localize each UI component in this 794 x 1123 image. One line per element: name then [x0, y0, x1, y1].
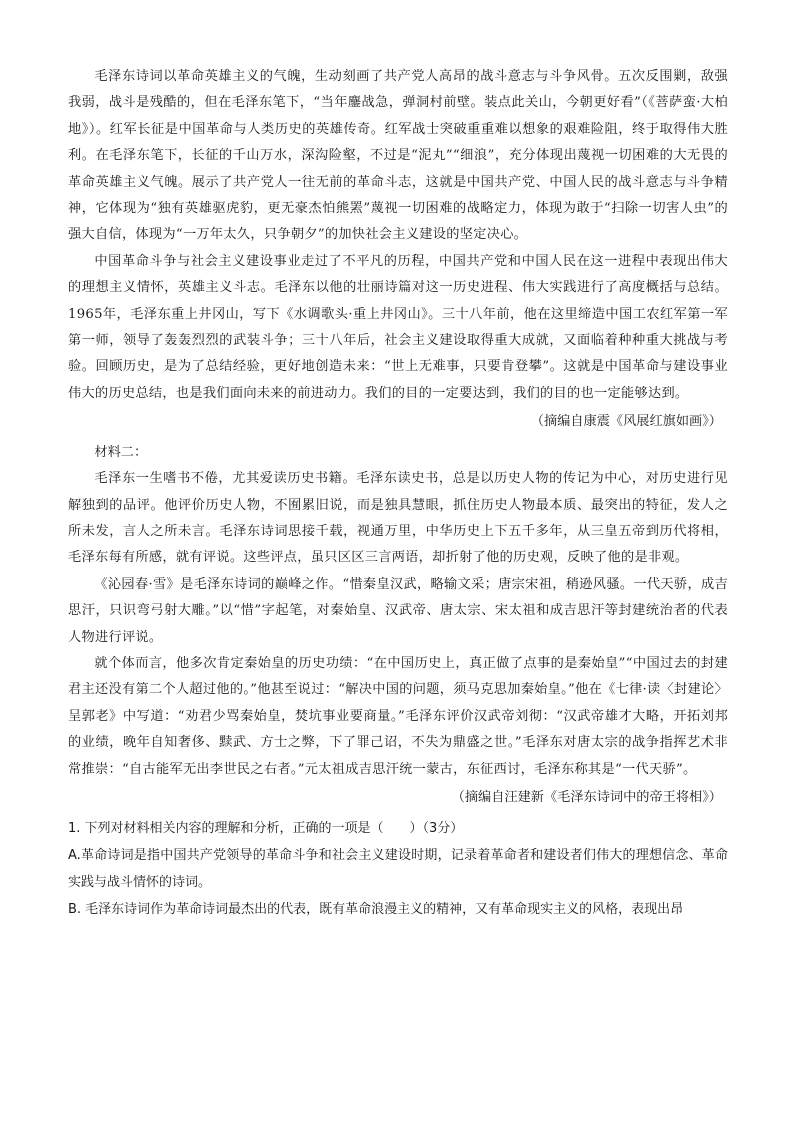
material2-paragraph-3: 就个体而言，他多次肯定秦始皇的历史功绩：“在中国历史上，真正做了点事的是秦始皇”“中国过去的封建君主还没有第二个人超过他的。”他甚至说过：“解决中国的问题，须马克思加秦始皇。”他在《七律·读〈封建论〉呈郭老》中写道：“劝君少骂秦始皇，焚坑事业要商量。”毛泽东评价汉武帝刘彻：“汉武帝雄才大略，开拓刘邦的业绩，晚年自知奢侈、黩武、方士之弊，下了罪己诏，不失为鼎盛之世。”毛泽东对唐太宗的战争指挥艺术非常推崇：“自古能军无出李世民之右者。”元太祖成吉思汗统一蒙古，东征西讨，毛泽东称其是“一代天骄”。	[68, 655, 728, 777]
material2-paragraph-1: 毛泽东一生嗜书不倦，尤其爱读历史书籍。毛泽东读史书，总是以历史人物的传记为中心，对历史进行见解独到的品评。他评价历史人物，不囿累旧说，而是独具慧眼，抓住历史人物最本质、最突出的特征，发人之所未发，言人之所未言。毛泽东诗词思接千载，视通万里，中华历史上下五千多年，从三皇五帝到历代将相，毛泽东每有所感，就有评说。这些评点，虽只区区三言两语，却折射了他的历史观，反映了他的是非观。	[68, 471, 728, 566]
material2-heading: 材料二：	[94, 444, 148, 460]
question-1-stem: 1. 下列对材料相关内容的理解和分析，正确的一项是（ ）（3分）	[68, 821, 464, 837]
material1-paragraph-2: 中国革命斗争与社会主义建设事业走过了不平凡的历程，中国共产党和中国人民在这一进程中表现出伟大的理想主义情怀，英雄主义斗志。毛泽东以他的壮丽诗篇对这一历史进程、伟大实践进行了高度概括与总结。1965年，毛泽东重上井冈山，写下《水调歌头·重上井冈山》。三十八年前，他在这里缔造中国工农红军第一军第一师，领导了轰轰烈烈的武装斗争；三十八年后，社会主义建设取得重大成就，又面临着种种重大挑战与考验。回顾历史，是为了总结经验，更好地创造未来：“世上无难事，只要肯登攀”。这就是中国革命与建设事业伟大的历史总结，也是我们面向未来的前进动力。我们的目的一定要达到，我们的目的也一定能够达到。	[68, 253, 728, 401]
material1-paragraph-1: 毛泽东诗词以革命英雄主义的气魄，生动刻画了共产党人高昂的战斗意志与斗争风骨。五次反围剿，敌强我弱，战斗是残酷的，但在毛泽东笔下，“当年鏖战急，弹洞村前壁。装点此关山，今朝更好看”（《菩萨蛮·大柏地》）。红军长征是中国革命与人类历史的英雄传奇。红军战士突破重重难以想象的艰难险阻，终于取得伟大胜利。在毛泽东笔下，长征的千山万水，深沟险壑，不过是“泥丸”“细浪”，充分体现出蔑视一切困难的大无畏的革命英雄主义气魄。展示了共产党人一往无前的革命斗志，这就是中国共产党、中国人民的战斗意志与斗争精神，它体现为“独有英雄驱虎豹，更无豪杰怕熊罴”蔑视一切困难的战略定力，体现为敢于“扫除一切害人虫”的强大自信，体现为“一万年太久，只争朝夕”的加快社会主义建设的坚定决心。	[68, 69, 728, 243]
material2-source: （摘编自汪建新《毛泽东诗词中的帝王将相》）	[451, 789, 722, 805]
material1-source: （摘编自康震《风展红旗如画》）	[530, 414, 722, 430]
exam-page	[68, 64, 728, 923]
material2-paragraph-2: 《沁园春·雪》是毛泽东诗词的巅峰之作。“惜秦皇汉武，略输文采；唐宗宋祖，稍逊风骚。一代天骄，成吉思汗，只识弯弓射大雕。”以“惜”字起笔，对秦始皇、汉武帝、唐太宗、宋太祖和成吉思汗等封建统治者的代表人物进行评说。	[68, 576, 728, 645]
question-1-option-b[interactable]: B. 毛泽东诗词作为革命诗词最杰出的代表，既有革命浪漫主义的精神，又有革命现实主义的风格，表现出昂	[68, 902, 684, 918]
question-1-option-a[interactable]: A.革命诗词是指中国共产党领导的革命斗争和社会主义建设时期，记录着革命者和建设者们伟大的理想信念、革命实践与战斗情怀的诗词。	[68, 848, 728, 891]
